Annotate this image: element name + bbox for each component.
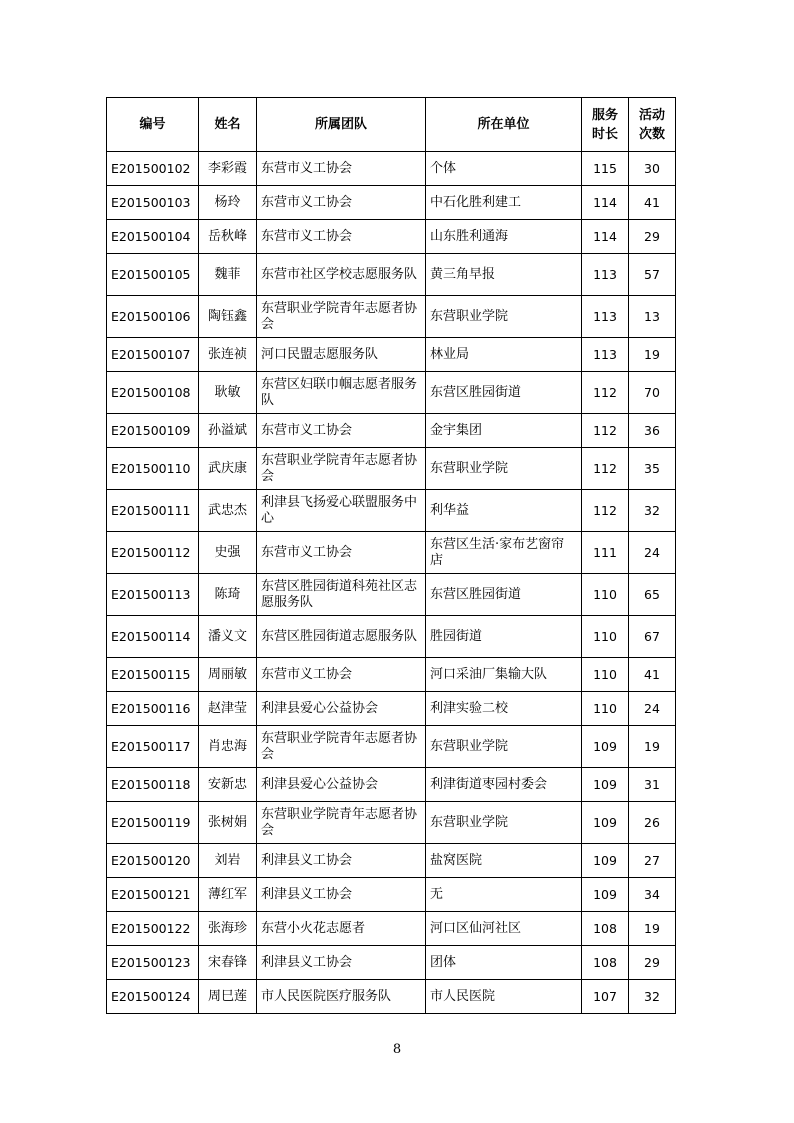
- cell-team: 东营市义工协会: [257, 152, 426, 186]
- cell-id: E201500107: [107, 338, 199, 372]
- cell-count: 30: [629, 152, 676, 186]
- cell-name: 史强: [199, 532, 257, 574]
- cell-name: 杨玲: [199, 186, 257, 220]
- cell-id: E201500123: [107, 946, 199, 980]
- cell-id: E201500112: [107, 532, 199, 574]
- cell-unit: 无: [426, 878, 582, 912]
- cell-team: 东营市义工协会: [257, 532, 426, 574]
- header-count-line1: 活动: [638, 107, 665, 123]
- cell-count: 29: [629, 220, 676, 254]
- cell-name: 潘义文: [199, 616, 257, 658]
- cell-count: 31: [629, 768, 676, 802]
- cell-team: 市人民医院医疗服务队: [257, 980, 426, 1014]
- cell-team: 东营区妇联巾帼志愿者服务队: [257, 372, 426, 414]
- cell-id: E201500102: [107, 152, 199, 186]
- cell-team: 东营职业学院青年志愿者协会: [257, 802, 426, 844]
- table-row: [107, 296, 676, 338]
- cell-unit: 团体: [426, 946, 582, 980]
- cell-name: 周巳莲: [199, 980, 257, 1014]
- cell-count: 24: [629, 532, 676, 574]
- cell-count: 26: [629, 802, 676, 844]
- cell-id: E201500110: [107, 448, 199, 490]
- cell-id: E201500109: [107, 414, 199, 448]
- cell-name: 刘岩: [199, 844, 257, 878]
- cell-id: E201500103: [107, 186, 199, 220]
- cell-count: 19: [629, 726, 676, 768]
- cell-unit: 东营职业学院: [426, 726, 582, 768]
- table-row: [107, 616, 676, 658]
- cell-hours: 114: [582, 220, 629, 254]
- cell-unit: 利华益: [426, 490, 582, 532]
- cell-count: 35: [629, 448, 676, 490]
- cell-team: 河口民盟志愿服务队: [257, 338, 426, 372]
- cell-count: 41: [629, 186, 676, 220]
- header-hours-line1: 服务: [591, 107, 618, 123]
- cell-name: 孙溢斌: [199, 414, 257, 448]
- header-team: 所属团队: [257, 98, 426, 152]
- table-row: [107, 186, 676, 220]
- cell-id: E201500105: [107, 254, 199, 296]
- cell-hours: 109: [582, 802, 629, 844]
- table-row: [107, 254, 676, 296]
- cell-hours: 109: [582, 726, 629, 768]
- cell-name: 岳秋峰: [199, 220, 257, 254]
- cell-hours: 113: [582, 338, 629, 372]
- cell-team: 东营区胜园街道志愿服务队: [257, 616, 426, 658]
- cell-unit: 山东胜利通海: [426, 220, 582, 254]
- header-count-line2: 次数: [638, 126, 665, 142]
- header-unit: 所在单位: [426, 98, 582, 152]
- cell-hours: 108: [582, 912, 629, 946]
- cell-hours: 112: [582, 414, 629, 448]
- cell-hours: 109: [582, 844, 629, 878]
- cell-name: 张海珍: [199, 912, 257, 946]
- cell-unit: 河口区仙河社区: [426, 912, 582, 946]
- cell-team: 利津县义工协会: [257, 844, 426, 878]
- cell-id: E201500113: [107, 574, 199, 616]
- table-row: [107, 878, 676, 912]
- table-row: [107, 912, 676, 946]
- header-name: 姓名: [199, 98, 257, 152]
- page-number: 8: [392, 1042, 402, 1057]
- cell-count: 41: [629, 658, 676, 692]
- cell-hours: 112: [582, 372, 629, 414]
- table-row: [107, 490, 676, 532]
- cell-id: E201500108: [107, 372, 199, 414]
- table-row: [107, 220, 676, 254]
- cell-unit: 东营区胜园街道: [426, 574, 582, 616]
- cell-id: E201500115: [107, 658, 199, 692]
- cell-name: 武忠杰: [199, 490, 257, 532]
- cell-id: E201500119: [107, 802, 199, 844]
- volunteer-table: [106, 97, 676, 1014]
- cell-id: E201500122: [107, 912, 199, 946]
- cell-name: 李彩霞: [199, 152, 257, 186]
- cell-unit: 河口采油厂集输大队: [426, 658, 582, 692]
- cell-unit: 盐窝医院: [426, 844, 582, 878]
- table-row: [107, 372, 676, 414]
- table-row: [107, 658, 676, 692]
- cell-name: 宋春锋: [199, 946, 257, 980]
- cell-team: 东营市义工协会: [257, 186, 426, 220]
- cell-unit: 个体: [426, 152, 582, 186]
- cell-id: E201500124: [107, 980, 199, 1014]
- table-row: [107, 338, 676, 372]
- cell-team: 利津县义工协会: [257, 946, 426, 980]
- cell-name: 张连祯: [199, 338, 257, 372]
- cell-count: 34: [629, 878, 676, 912]
- cell-hours: 110: [582, 574, 629, 616]
- cell-name: 陈琦: [199, 574, 257, 616]
- table-row: [107, 532, 676, 574]
- cell-count: 32: [629, 490, 676, 532]
- cell-name: 安新忠: [199, 768, 257, 802]
- cell-unit: 中石化胜利建工: [426, 186, 582, 220]
- cell-hours: 110: [582, 658, 629, 692]
- cell-id: E201500111: [107, 490, 199, 532]
- cell-count: 29: [629, 946, 676, 980]
- cell-id: E201500114: [107, 616, 199, 658]
- cell-count: 36: [629, 414, 676, 448]
- cell-unit: 东营区胜园街道: [426, 372, 582, 414]
- cell-hours: 114: [582, 186, 629, 220]
- cell-unit: 金宇集团: [426, 414, 582, 448]
- cell-unit: 东营区生活·家布艺窗帘店: [426, 532, 582, 574]
- cell-hours: 110: [582, 616, 629, 658]
- cell-count: 27: [629, 844, 676, 878]
- cell-unit: 利津实验二校: [426, 692, 582, 726]
- cell-hours: 112: [582, 448, 629, 490]
- cell-name: 耿敏: [199, 372, 257, 414]
- cell-team: 利津县爱心公益协会: [257, 768, 426, 802]
- header-row: [107, 98, 676, 152]
- cell-unit: 市人民医院: [426, 980, 582, 1014]
- table-body: [107, 152, 676, 1014]
- cell-name: 薄红军: [199, 878, 257, 912]
- cell-id: E201500106: [107, 296, 199, 338]
- cell-hours: 107: [582, 980, 629, 1014]
- header-id: 编号: [107, 98, 199, 152]
- cell-count: 19: [629, 338, 676, 372]
- cell-hours: 111: [582, 532, 629, 574]
- cell-team: 东营区胜园街道科苑社区志愿服务队: [257, 574, 426, 616]
- cell-hours: 112: [582, 490, 629, 532]
- cell-hours: 110: [582, 692, 629, 726]
- cell-count: 65: [629, 574, 676, 616]
- cell-unit: 胜园街道: [426, 616, 582, 658]
- cell-team: 利津县爱心公益协会: [257, 692, 426, 726]
- cell-team: 利津县飞扬爱心联盟服务中心: [257, 490, 426, 532]
- table-row: [107, 574, 676, 616]
- table-row: [107, 692, 676, 726]
- table-row: [107, 152, 676, 186]
- header-hours: [582, 98, 629, 152]
- cell-team: 东营职业学院青年志愿者协会: [257, 448, 426, 490]
- cell-unit: 东营职业学院: [426, 448, 582, 490]
- cell-id: E201500121: [107, 878, 199, 912]
- table-row: [107, 844, 676, 878]
- cell-unit: 林业局: [426, 338, 582, 372]
- cell-team: 东营市义工协会: [257, 414, 426, 448]
- cell-name: 赵津莹: [199, 692, 257, 726]
- cell-team: 东营市义工协会: [257, 220, 426, 254]
- cell-id: E201500116: [107, 692, 199, 726]
- cell-team: 东营市义工协会: [257, 658, 426, 692]
- table-row: [107, 414, 676, 448]
- cell-unit: 东营职业学院: [426, 296, 582, 338]
- cell-count: 19: [629, 912, 676, 946]
- cell-name: 武庆康: [199, 448, 257, 490]
- table-row: [107, 946, 676, 980]
- cell-id: E201500117: [107, 726, 199, 768]
- cell-team: 东营市社区学校志愿服务队: [257, 254, 426, 296]
- cell-name: 肖忠海: [199, 726, 257, 768]
- cell-id: E201500118: [107, 768, 199, 802]
- cell-count: 67: [629, 616, 676, 658]
- table-row: [107, 980, 676, 1014]
- cell-id: E201500104: [107, 220, 199, 254]
- table-row: [107, 802, 676, 844]
- cell-team: 东营小火花志愿者: [257, 912, 426, 946]
- cell-count: 24: [629, 692, 676, 726]
- cell-count: 57: [629, 254, 676, 296]
- table-row: [107, 448, 676, 490]
- cell-hours: 115: [582, 152, 629, 186]
- cell-name: 周丽敏: [199, 658, 257, 692]
- cell-name: 陶钰鑫: [199, 296, 257, 338]
- cell-id: E201500120: [107, 844, 199, 878]
- table-row: [107, 726, 676, 768]
- cell-team: 东营职业学院青年志愿者协会: [257, 726, 426, 768]
- cell-count: 32: [629, 980, 676, 1014]
- cell-hours: 113: [582, 254, 629, 296]
- cell-unit: 利津街道枣园村委会: [426, 768, 582, 802]
- header-hours-line2: 时长: [591, 126, 618, 142]
- cell-hours: 113: [582, 296, 629, 338]
- cell-count: 70: [629, 372, 676, 414]
- cell-hours: 109: [582, 768, 629, 802]
- cell-hours: 108: [582, 946, 629, 980]
- cell-unit: 东营职业学院: [426, 802, 582, 844]
- cell-team: 东营职业学院青年志愿者协会: [257, 296, 426, 338]
- header-count: [629, 98, 676, 152]
- cell-hours: 109: [582, 878, 629, 912]
- cell-team: 利津县义工协会: [257, 878, 426, 912]
- cell-unit: 黄三角早报: [426, 254, 582, 296]
- cell-count: 13: [629, 296, 676, 338]
- cell-name: 张树娟: [199, 802, 257, 844]
- table-header: [107, 98, 676, 152]
- cell-name: 魏菲: [199, 254, 257, 296]
- table-row: [107, 768, 676, 802]
